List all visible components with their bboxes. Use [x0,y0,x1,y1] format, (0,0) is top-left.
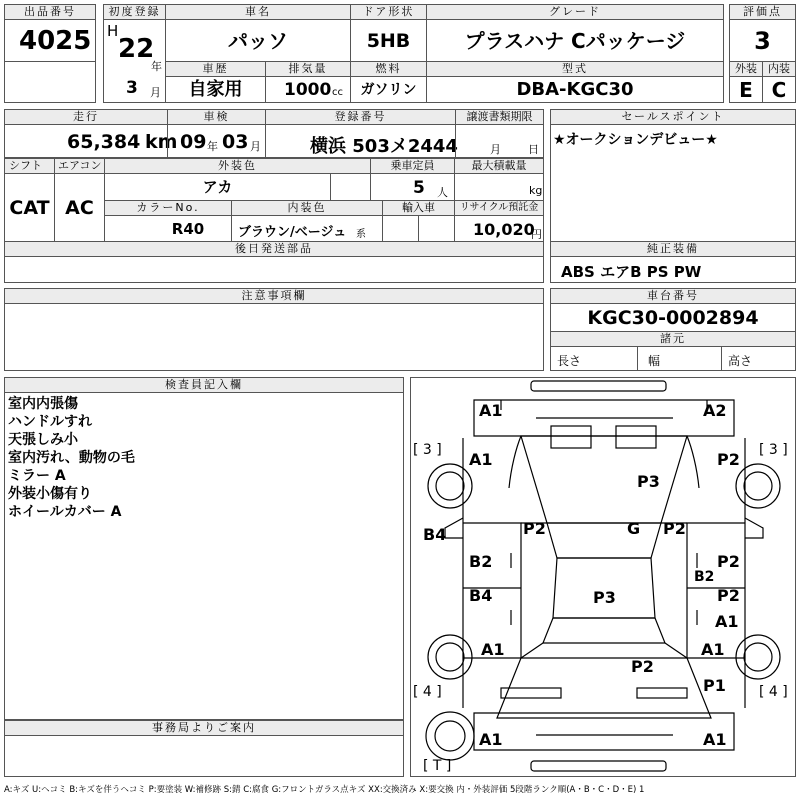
import-label: 輸入車 [382,200,455,216]
inspector-line: ミラー A [8,468,66,484]
inspector-line: ホイールカバー A [8,504,122,520]
disp-label: 排気量 [265,61,351,77]
width-label: 幅 [648,354,661,368]
mileage-unit: km [145,131,178,153]
transfer-month: 月 [490,143,501,156]
inspect-month: 03 [222,131,249,153]
capacity-cell [370,173,455,201]
disp-cell [265,76,351,103]
lot-cell [4,19,96,62]
damage-mark: A1 [479,401,503,420]
color-label: 外装色 [104,158,371,174]
equip-label: 純正装備 [550,241,796,257]
door-label: ドア形状 [350,4,427,20]
damage-mark: P2 [631,657,654,676]
fuel-label: 燃料 [350,61,427,77]
dims-label: 諸元 [550,331,796,347]
model-label: 型式 [426,61,724,77]
transfer-label: 譲渡書類期限 [455,109,544,125]
load-cell [454,173,544,201]
damage-mark: P2 [523,519,546,538]
door-type: 5HB [366,30,411,52]
color-cell [104,173,331,201]
tire-rating: [ 4 ] [759,684,788,700]
inspector-line: 室内汚れ、動物の毛 [8,450,135,466]
damage-mark: B2 [694,569,715,585]
reg-cell [265,124,456,158]
import-cell-a [382,215,419,242]
history: 自家用 [188,79,243,100]
car-name-label: 車名 [165,4,351,20]
shift-label: シフト [4,158,55,174]
fuel: ガソリン [360,82,417,98]
damage-mark: A1 [715,612,739,631]
inspect-month-unit: 月 [250,140,261,153]
tire-rating: [ 4 ] [413,684,442,700]
inspect-year-unit: 年 [207,140,218,153]
capacity-label: 乗車定員 [370,158,455,174]
damage-mark: A1 [701,640,725,659]
air-con: AC [65,197,94,219]
notes-cell [4,303,544,371]
damage-mark: P3 [593,588,616,607]
damage-diagram [410,377,796,777]
lot-empty [4,61,96,103]
later-parts-cell [4,256,544,283]
ext-cell [729,76,763,103]
inspect-year: 09 [180,131,207,153]
inspector-line: 室内内張傷 [8,396,78,412]
inspector-line: 天張しみ小 [8,432,78,448]
reg-label: 登録番号 [265,109,456,125]
notes-label: 注意事項欄 [4,288,544,304]
damage-mark: G [627,519,641,538]
score-label: 評価点 [729,4,796,20]
year-unit: 年 [151,60,162,73]
interior-cell [231,215,383,242]
score-cell [729,19,796,62]
color-blank [330,173,371,201]
office-cell [4,735,404,777]
sales-text: ★オークションデビュー★ [553,132,718,148]
mileage: 65,384 [67,131,141,153]
capacity: 5 [413,178,425,198]
door-cell [350,19,427,62]
capacity-unit: 人 [437,186,448,199]
history-cell [165,76,266,103]
first-reg-label: 初度登録 [103,4,166,20]
damage-mark: A1 [479,730,503,749]
damage-mark: P2 [663,519,686,538]
damage-mark: A1 [703,730,727,749]
mileage-label: 走行 [4,109,168,125]
disp-unit: cc [332,87,343,98]
inspector-line: 外装小傷有り [8,486,92,502]
recycle-cell [454,215,544,242]
body-color: アカ [202,178,233,196]
legend: A:キズ U:ヘコミ B:キズを伴うヘコミ P:要塗装 W:補修跡 S:錆 C:腐食 G:フロントガラス点キズ XX:交換済み X:要交換 内・外装評価 5段階ランク順(A・B・C・D・E) 1 [4,785,645,795]
chassis-label: 車台番号 [550,288,796,304]
grade-cell [426,19,724,62]
height-cell [721,346,796,371]
length-label: 長さ [557,354,582,368]
damage-mark: A1 [469,450,493,469]
inspector-label: 検査員記入欄 [4,377,404,393]
shift: CAT [9,197,50,219]
width-cell [637,346,722,371]
interior-color: ブラウン/ベージュ [238,225,347,240]
int-grade: C [771,78,787,102]
model-cell [426,76,724,103]
tire-rating: [ T ] [423,758,452,774]
int-cell [762,76,796,103]
later-parts-label: 後日発送部品 [4,241,544,257]
score: 3 [754,27,771,55]
first-reg-cell [103,19,166,103]
damage-mark: P2 [717,450,740,469]
model: DBA-KGC30 [516,79,634,100]
chassis-cell [550,303,796,332]
reg-year: 22 [118,34,155,64]
damage-mark: B2 [469,552,493,571]
color-no: R40 [171,220,205,238]
displacement: 1000 [284,80,332,100]
load-label: 最大積載量 [454,158,544,174]
car-name-cell [165,19,351,62]
ac-cell [54,173,105,242]
office-label: 事務局よりご案内 [4,720,404,736]
ac-label: エアコン [54,158,105,174]
inspect-label: 車検 [167,109,266,125]
inspector-cell [4,392,404,720]
damage-mark: B4 [469,586,493,605]
ext-label: 外装 [729,61,763,77]
lot-number: 4025 [19,26,92,56]
inspect-cell [167,124,266,158]
mileage-cell [4,124,178,158]
damage-mark: A1 [481,640,505,659]
fuel-cell [350,76,427,103]
import-cell-b [418,215,455,242]
tire-rating: [ 3 ] [413,442,442,458]
grade-label: グレード [426,4,724,20]
chassis-number: KGC30-0002894 [587,307,759,329]
grade: プラスハナ Cパッケージ [464,29,686,53]
reg-month: 3 [126,78,138,98]
equip-text: ABS エアB PS PW [561,263,702,281]
ext-grade: E [739,78,753,102]
damage-mark: A2 [703,401,727,420]
transfer-day: 日 [528,143,539,156]
recycle-fee: 10,020 [473,220,535,239]
car-name: パッソ [228,29,288,53]
damage-mark: P1 [703,676,726,695]
lot-label: 出品番号 [4,4,96,20]
colorno-label: カラーNo. [104,200,232,216]
month-unit: 月 [150,86,161,99]
damage-mark: P2 [717,586,740,605]
era: H [107,22,119,40]
damage-mark: P2 [717,552,740,571]
int-label: 内装 [762,61,796,77]
colorno-cell [104,215,232,242]
sales-cell [550,124,796,242]
history-label: 車歴 [165,61,266,77]
equip-cell [550,256,796,283]
load-unit: kg [529,184,543,197]
damage-mark: P3 [637,472,660,491]
interior-unit: 系 [356,229,366,240]
shift-cell [4,173,55,242]
height-label: 高さ [728,354,753,368]
car-outline [411,378,797,778]
sales-label: セールスポイント [550,109,796,125]
recycle-unit: 円 [531,228,542,241]
damage-mark: B4 [423,525,447,544]
inspector-line: ハンドルすれ [8,414,92,430]
reg-number: 横浜 503メ2444 [310,136,458,157]
length-cell [550,346,638,371]
transfer-cell [455,124,544,158]
tire-rating: [ 3 ] [759,442,788,458]
interior-label: 内装色 [231,200,383,216]
recycle-label: リサイクル預託金 [454,200,544,216]
